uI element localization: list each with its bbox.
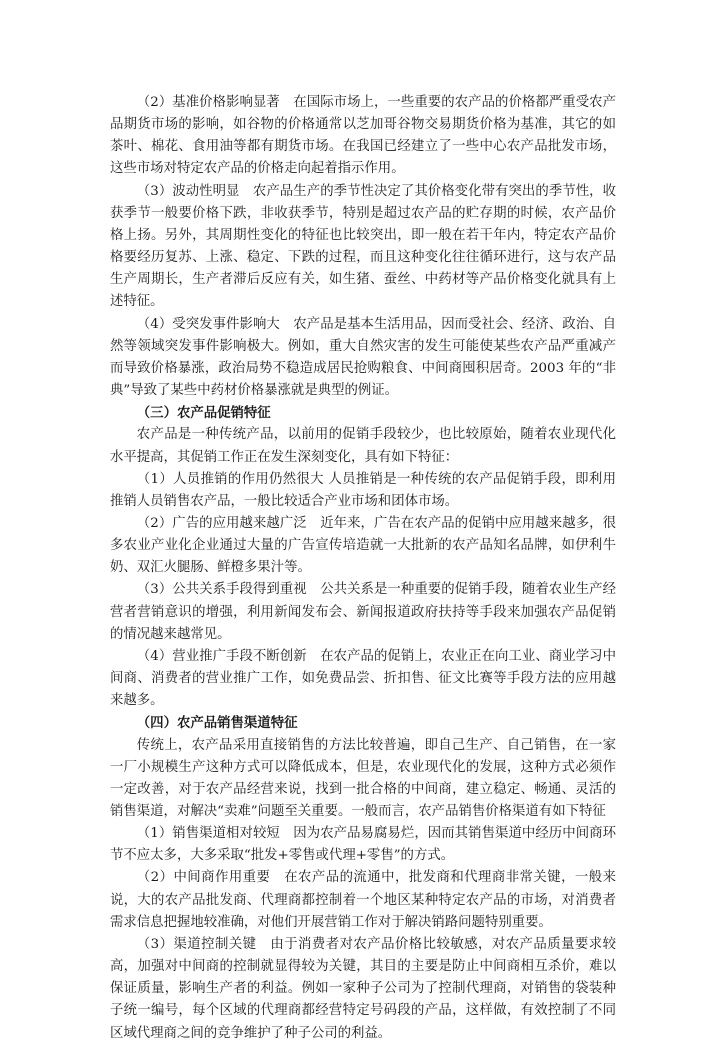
paragraph-base-price: （2）基准价格影响显著 在国际市场上，一些重要的农产品的价格都严重受农产品期货市场的影响，如谷物的价格通常以芝加哥谷物交易期货价格为基准，其它的如茶叶、棉花、食用油等都有期货市场。在我国已经建立了一些中心农产品批发市场，这些市场对特定农产品的价格走向起着指示作用。: [110, 95, 616, 177]
paragraph-promotion-intro: 农产品是一种传统产品，以前用的促销手段较少，也比较原始，随着农业现代化水平提高，其促销工作正在发生深刻变化，具有如下特征：: [110, 427, 616, 465]
document-page: [110, 92, 616, 1045]
paragraph-middlemen: （2）中间商作用重要 在农产品的流通中，批发商和代理商非常关键，一般来说，大的农产品批发商、代理商都控制着一个地区某种特定农产品的市场，对消费者需求信息把握地较准确，对他们开展营销工作对于解决销路问题特别重要。: [110, 870, 616, 930]
paragraph-personal-selling: （1）人员推销的作用仍然很大 人员推销是一种传统的农产品促销手段，即利用推销人员销售农产品，一般比较适合产业市场和团体市场。: [110, 471, 616, 509]
section-heading-channels: （四）农产品销售渠道特征: [136, 715, 298, 732]
paragraph-emergency-impact: （4）受突发事件影响大 农产品是基本生活用品，因而受社会、经济、政治、自然等领域突发事件影响极大。例如，重大自然灾害的发生可能使某些农产品严重减产而导致价格暴涨，政治局势不稳造成居民抢购粮食、中间商囤积居奇。2003 年的“非典”导致了某些中药材价格暴涨就是典型的例证。: [110, 316, 616, 399]
section-heading-promotion: （三）农产品促销特征: [136, 405, 271, 422]
paragraph-channel-control: （3）渠道控制关键 由于消费者对农产品价格比较敏感，对农产品质量要求较高，加强对中间商的控制就显得较为关键，其目的主要是防止中间商相互杀价，难以保证质量，影响生产者的利益。例如一家种子公司为了控制代理商，对销售的袋装种子统一编号，每个区域的代理商都经营特定号码段的产品，这样做，有效控制了不同区域代理商之间的竞争维护了种子公司的利益。: [110, 936, 616, 1041]
paragraph-public-relations: （3）公共关系手段得到重视 公共关系是一种重要的促销手段，随着农业生产经营者营销意识的增强，利用新闻发布会、新闻报道政府扶持等手段来加强农产品促销的情况越来越常见。: [110, 582, 616, 642]
paragraph-sales-promotion: （4）营业推广手段不断创新 在农产品的促销上，农业正在向工业、商业学习中间商、消费者的营业推广工作，如免费品尝、折扣售、征文比赛等手段方法的应用越来越多。: [110, 648, 616, 709]
paragraph-advertising: （2）广告的应用越来越广泛 近年来，广告在农产品的促销中应用越来越多，很多农业产业化企业通过大量的广告宣传培造就一大批新的农产品知名品牌，如伊利牛奶、双汇火腿肠、鲜橙多果汁等。: [110, 515, 616, 576]
paragraph-volatility: （3）波动性明显 农产品生产的季节性决定了其价格变化带有突出的季节性，收获季节一般要价格下跌，非收获季节，特别是超过农产品的贮存期的时候，农产品价格上扬。另外，其周期性变化的特征也比较突出，即一般在若干年内，特定农产品价格要经历复苏、上涨、稳定、下跌的过程，而且这种变化往往循环进行，这与农产品生产周期长，生产者滞后反应有关，如生猪、蚕丝、中药材等产品价格变化就具有上述特征。: [110, 183, 616, 310]
paragraph-short-channel: （1）销售渠道相对较短 因为农产品易腐易烂，因而其销售渠道中经历中间商环节不应太多，大多采取“批发+零售或代理+零售”的方式。: [110, 826, 616, 864]
paragraph-channels-intro: 传统上，农产品采用直接销售的方法比较普遍，即自己生产、自己销售，在一家一厂小规模生产这种方式可以降低成本，但是，农业现代化的发展，这种方式必须作一定改善，对于农产品经营来说，找到一批合格的中间商，建立稳定、畅通、灵活的销售渠道，对解决“卖难”问题至关重要。一般而言，农产品销售价格渠道有如下特征: [110, 737, 616, 819]
